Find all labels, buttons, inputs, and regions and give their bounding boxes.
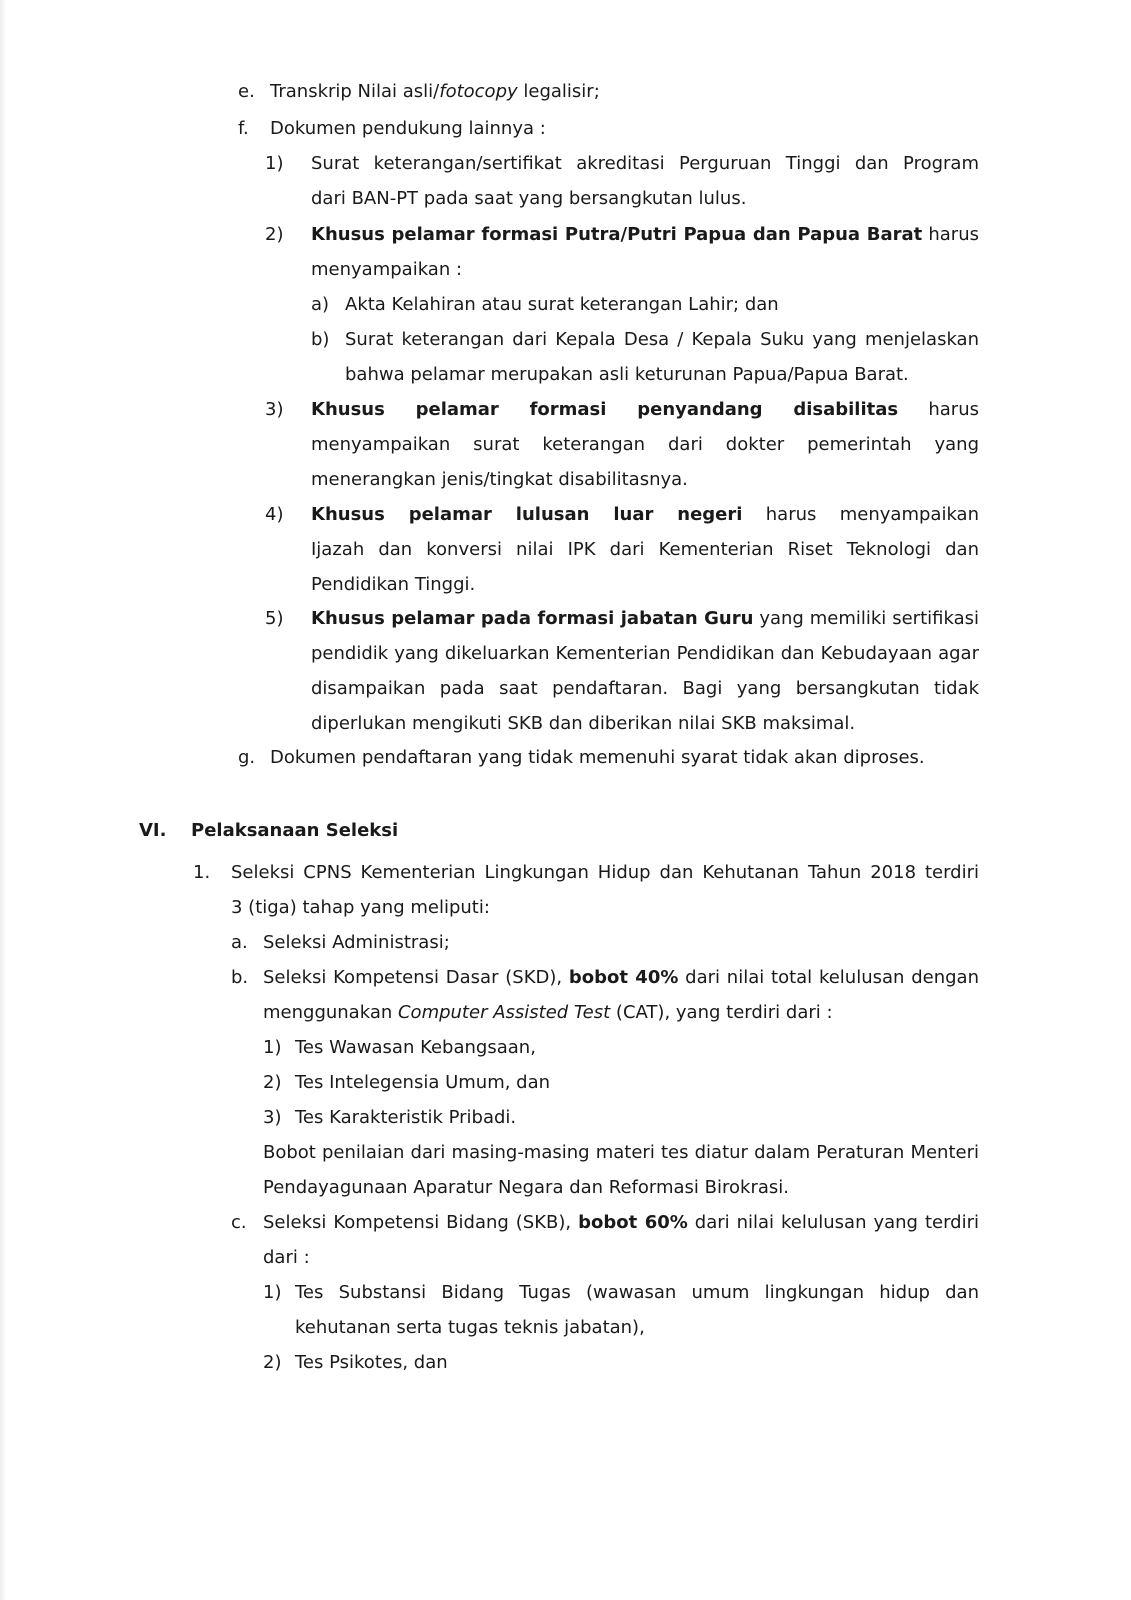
skb-test-1-line2: kehutanan serta tugas teknis jabatan), bbox=[295, 1317, 645, 1338]
stage-b-line2-after: (CAT), yang terdiri dari : bbox=[610, 1002, 833, 1023]
stage-b-before: Seleksi Kompetensi Dasar (SKD), bbox=[263, 967, 569, 988]
page-edge-shadow bbox=[0, 0, 6, 1600]
skd-test-1-text: Tes Wawasan Kebangsaan, bbox=[295, 1037, 536, 1058]
sub-2-line1 bbox=[311, 223, 979, 247]
sub-5-label: 5) bbox=[265, 608, 284, 629]
skb-test-2-label: 2) bbox=[263, 1352, 282, 1373]
stage-c-before: Seleksi Kompetensi Bidang (SKB), bbox=[263, 1212, 579, 1233]
stage-a-text: Seleksi Administrasi; bbox=[263, 932, 450, 953]
sub-5-line3: disampaikan pada saat pendaftaran. Bagi yang bersangkutan tidak bbox=[311, 678, 979, 699]
para-1-line1: Seleksi CPNS Kementerian Lingkungan Hidup dan Kehutanan Tahun 2018 terdiri bbox=[231, 862, 979, 883]
para-1-line2: 3 (tiga) tahap yang meliputi: bbox=[231, 897, 490, 918]
skd-note-line1: Bobot penilaian dari masing-masing materi tes diatur dalam Peraturan Menteri bbox=[263, 1142, 979, 1163]
skb-test-2-text: Tes Psikotes, dan bbox=[295, 1352, 448, 1373]
sub-2-line2: menyampaikan : bbox=[311, 259, 463, 280]
item-e-text-italic: fotocopy bbox=[439, 81, 518, 102]
skd-test-2-label: 2) bbox=[263, 1072, 282, 1093]
stage-b-label: b. bbox=[231, 967, 249, 988]
skd-note-line2: Pendayagunaan Aparatur Negara dan Reformasi Birokrasi. bbox=[263, 1177, 789, 1198]
stage-b-line2-italic: Computer Assisted Test bbox=[397, 1002, 611, 1023]
stage-b-line2 bbox=[263, 1001, 833, 1025]
sub-2a-label: a) bbox=[311, 294, 330, 315]
sub-4-line3: Pendidikan Tinggi. bbox=[311, 574, 476, 595]
stage-b-line1 bbox=[263, 966, 979, 990]
sub-4-after: harus menyampaikan bbox=[765, 504, 979, 525]
sub-2-bold: Khusus pelamar formasi Putra/Putri Papua dan Papua Barat bbox=[311, 224, 923, 245]
item-e-text bbox=[270, 80, 600, 104]
sub-5-line2: pendidik yang dikeluarkan Kementerian Pendidikan dan Kebudayaan agar bbox=[311, 643, 979, 664]
sub-5-line1 bbox=[311, 607, 979, 631]
sub-3-line1 bbox=[311, 398, 979, 422]
sub-3-after: harus bbox=[898, 399, 979, 420]
sub-4-label: 4) bbox=[265, 504, 284, 525]
section-title: Pelaksanaan Seleksi bbox=[191, 820, 399, 841]
sub-1-line1: Surat keterangan/sertifikat akreditasi Perguruan Tinggi dan Program bbox=[311, 153, 979, 174]
sub-2b-label: b) bbox=[311, 329, 330, 350]
sub-5-after: yang memiliki sertifikasi bbox=[753, 608, 979, 629]
sub-4-line1 bbox=[311, 503, 979, 527]
sub-4-bold: Khusus pelamar lulusan luar negeri bbox=[311, 504, 743, 525]
item-e-label: e. bbox=[238, 81, 255, 102]
item-f-text: Dokumen pendukung lainnya : bbox=[270, 118, 546, 139]
item-f-label: f. bbox=[238, 118, 249, 139]
skb-test-1-line1: Tes Substansi Bidang Tugas (wawasan umum lingkungan hidup dan bbox=[295, 1282, 979, 1303]
sub-3-bold: Khusus pelamar formasi penyandang disabilitas bbox=[311, 399, 899, 420]
skd-test-3-label: 3) bbox=[263, 1107, 282, 1128]
stage-a-label: a. bbox=[231, 932, 248, 953]
stage-b-line2-before: menggunakan bbox=[263, 1002, 398, 1023]
stage-c-label: c. bbox=[231, 1212, 247, 1233]
sub-3-label: 3) bbox=[265, 399, 284, 420]
skd-test-3-text: Tes Karakteristik Pribadi. bbox=[295, 1107, 517, 1128]
para-1-label: 1. bbox=[193, 862, 211, 883]
sub-5-line4: diperlukan mengikuti SKB dan diberikan nilai SKB maksimal. bbox=[311, 713, 856, 734]
skd-test-1-label: 1) bbox=[263, 1037, 282, 1058]
item-e-text-after: legalisir; bbox=[517, 81, 600, 102]
sub-2-label: 2) bbox=[265, 224, 284, 245]
item-e-text-before: Transkrip Nilai asli/ bbox=[270, 81, 440, 102]
sub-1-label: 1) bbox=[265, 153, 284, 174]
skd-test-2-text: Tes Intelegensia Umum, dan bbox=[295, 1072, 551, 1093]
stage-c-line1 bbox=[263, 1211, 979, 1235]
sub-1-line2: dari BAN-PT pada saat yang bersangkutan lulus. bbox=[311, 188, 747, 209]
stage-c-bold: bobot 60% bbox=[578, 1212, 688, 1233]
sub-3-line3: menerangkan jenis/tingkat disabilitasnya. bbox=[311, 469, 688, 490]
sub-2b-line1: Surat keterangan dari Kepala Desa / Kepala Suku yang menjelaskan bbox=[345, 329, 979, 350]
sub-2b-line2: bahwa pelamar merupakan asli keturunan Papua/Papua Barat. bbox=[345, 364, 909, 385]
item-g-label: g. bbox=[238, 747, 256, 768]
stage-c-after: dari nilai kelulusan yang terdiri bbox=[687, 1212, 979, 1233]
skb-test-1-label: 1) bbox=[263, 1282, 282, 1303]
sub-2-after: harus bbox=[922, 224, 979, 245]
sub-3-line2: menyampaikan surat keterangan dari dokter pemerintah yang bbox=[311, 434, 979, 455]
item-g-text: Dokumen pendaftaran yang tidak memenuhi syarat tidak akan diproses. bbox=[270, 747, 925, 768]
stage-b-after: dari nilai total kelulusan dengan bbox=[678, 967, 979, 988]
sub-2a-text: Akta Kelahiran atau surat keterangan Lahir; dan bbox=[345, 294, 779, 315]
sub-5-bold: Khusus pelamar pada formasi jabatan Guru bbox=[311, 608, 754, 629]
sub-4-line2: Ijazah dan konversi nilai IPK dari Kementerian Riset Teknologi dan bbox=[311, 539, 979, 560]
stage-c-line2: dari : bbox=[263, 1247, 310, 1268]
section-number: VI. bbox=[139, 820, 167, 841]
stage-b-bold: bobot 40% bbox=[568, 967, 679, 988]
